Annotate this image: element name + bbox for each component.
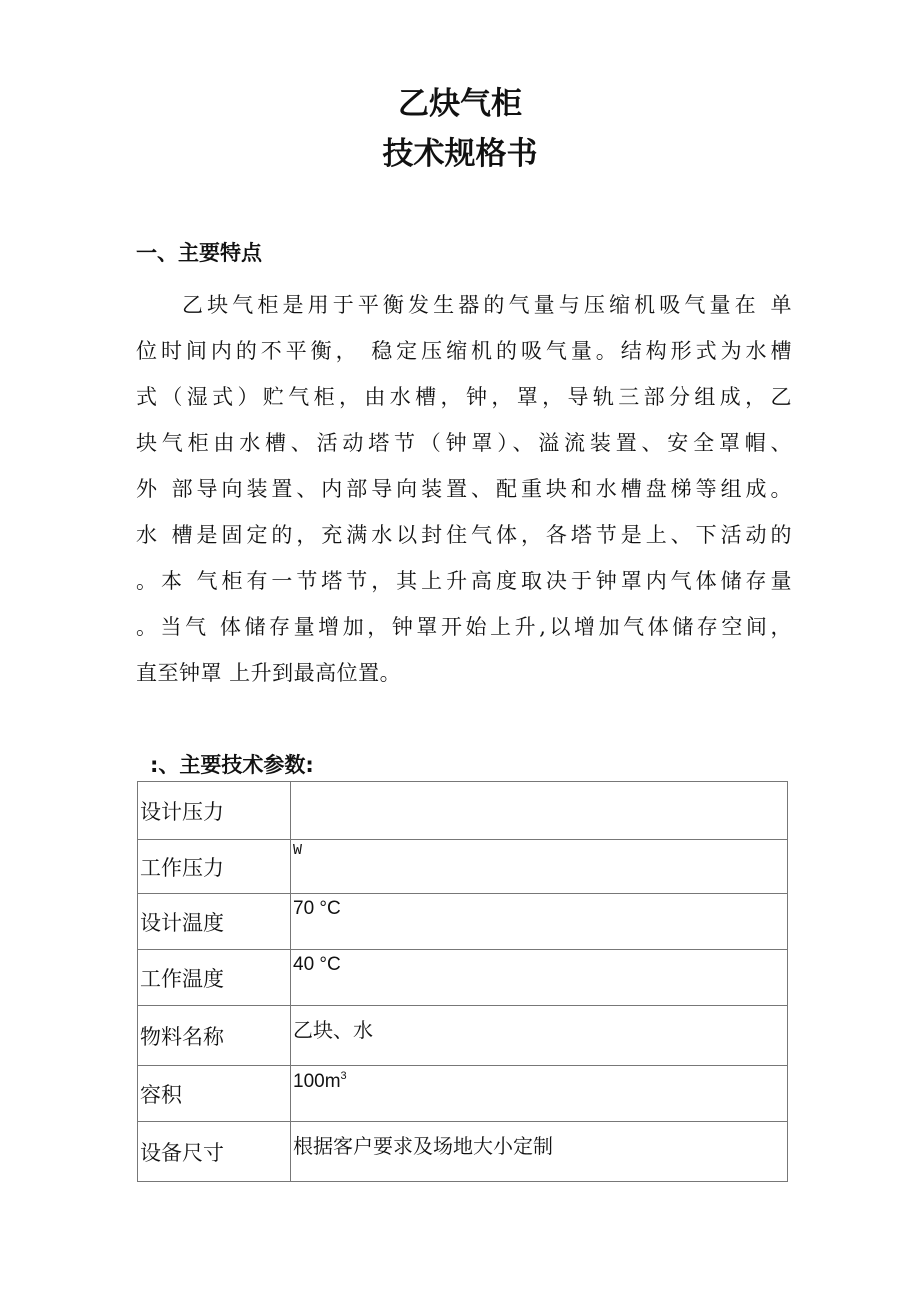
tech-params-table [137, 781, 788, 1182]
paragraph-line: 。当气 体储存量增加，钟罩开始上升,以增加气体储存空间， [136, 615, 792, 639]
param-value: 根据客户要求及场地大小定制 [291, 1122, 788, 1182]
param-label: 工作压力 [138, 840, 291, 894]
param-value: 乙块、水 [291, 1006, 788, 1066]
param-label: 设备尺寸 [138, 1122, 291, 1182]
paragraph-line: 外 部导向装置、内部导向装置、配重块和水槽盘梯等组成。 [136, 477, 792, 501]
table-row [138, 950, 788, 1006]
param-value [291, 1066, 788, 1122]
param-value: 40 °C [291, 950, 788, 1006]
param-label: 物料名称 [138, 1006, 291, 1066]
paragraph-line: 水 槽是固定的，充满水以封住气体，各塔节是上、下活动的 [136, 523, 792, 547]
volume-value: 100m [293, 1071, 341, 1092]
param-value: 70 °C [291, 894, 788, 950]
table-row [138, 782, 788, 840]
paragraph-line: 位时间内的不平衡， 稳定压缩机的吸气量。结构形式为水槽 [136, 339, 792, 363]
paragraph-line: 式（湿式）贮气柜，由水槽，钟，罩，导轨三部分组成，乙 [136, 385, 792, 409]
section1-heading: 一、主要特点 [136, 241, 262, 265]
param-label: 设计压力 [138, 782, 291, 840]
volume-unit-superscript: 3 [340, 1070, 347, 1082]
table-row [138, 1122, 788, 1182]
param-label: 设计温度 [138, 894, 291, 950]
table-row [138, 894, 788, 950]
paragraph-line: 。本 气柜有一节塔节，其上升高度取决于钟罩内气体储存量 [136, 569, 792, 593]
table-row [138, 1066, 788, 1122]
paragraph-line: 块气柜由水槽、活动塔节（钟罩）、溢流装置、安全罩帽、 [136, 431, 792, 455]
document-title-line1: 乙炔气柜 [398, 86, 522, 122]
paragraph-line: 直至钟罩 上升到最高位置。 [136, 661, 402, 685]
paragraph-line: 乙块气柜是用于平衡发生器的气量与压缩机吸气量在 单 [182, 293, 792, 317]
param-value [291, 782, 788, 840]
table-row [138, 840, 788, 894]
param-label: 容积 [138, 1066, 291, 1122]
table-row [138, 1006, 788, 1066]
param-value: W [291, 840, 788, 894]
document-title-line2: 技术规格书 [382, 136, 538, 172]
features-paragraph [136, 282, 792, 696]
section2-heading: :、主要技术参数: [150, 753, 314, 777]
param-label: 工作温度 [138, 950, 291, 1006]
